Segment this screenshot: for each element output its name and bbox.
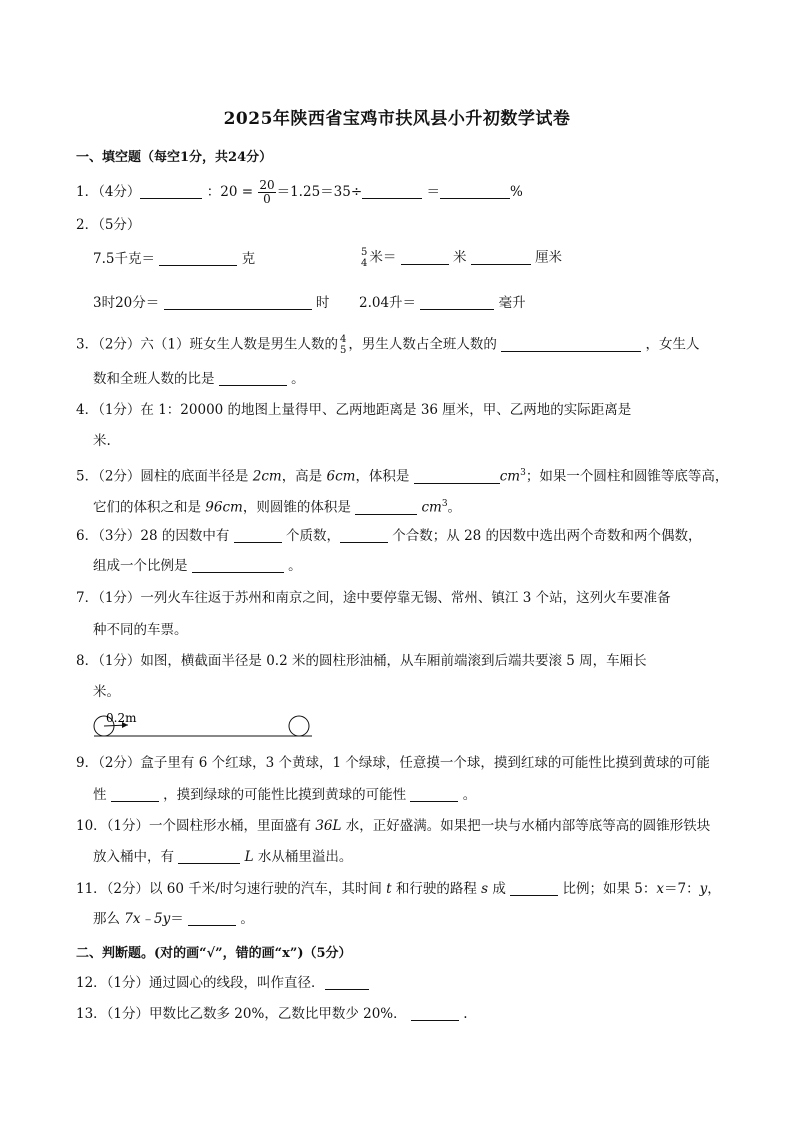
section-true-false-heading: 二、判断题。(对的画“√”，错的画“x”)（5分） [76, 946, 352, 961]
answer-blank[interactable] [340, 528, 388, 543]
question-10-cont: 放入桶中，有 L 水从桶里溢出。 [93, 849, 353, 865]
question-7-cont: 种不同的车票。 [93, 622, 188, 638]
answer-blank[interactable] [355, 500, 417, 515]
question-12: 12．（1分）通过圆心的线段，叫作直径． [76, 974, 369, 992]
question-3-cont: 数和全班人数的比是 。 [93, 371, 305, 387]
question-2a: 7.5千克＝ 克 [93, 251, 256, 267]
answer-blank[interactable] [501, 337, 641, 352]
answer-blank[interactable] [510, 881, 558, 896]
question-7: 7．（1分）一列火车往返于苏州和南京之间，途中要停靠无锡、常州、镇江 3 个站，这列火车要准备 [76, 590, 671, 606]
answer-blank[interactable] [188, 911, 236, 926]
question-2b: 5 4 米＝ 米 厘米 [361, 247, 563, 269]
question-2c: 3时20分＝ 时 [93, 295, 330, 311]
question-11: 11．（2分）以 60 千米/时匀速行驶的汽车，其时间 t 和行驶的路程 s 成 比例；如果 5：x＝7：y， [76, 881, 721, 897]
question-9-cont: 性 ，摸到绿球的可能性比摸到黄球的可能性 。 [93, 787, 477, 803]
answer-blank[interactable] [192, 558, 284, 573]
fraction: 5 4 [361, 247, 368, 269]
answer-blank[interactable] [471, 250, 531, 265]
question-11-cont: 那么 7x﹣5y＝ 。 [93, 911, 254, 927]
answer-blank[interactable] [325, 975, 369, 990]
drum-end-circle [289, 716, 309, 736]
question-6-cont: 组成一个比例是 。 [93, 558, 302, 574]
question-13: 13．（1分）甲数比乙数多 20%，乙数比甲数少 20%． . [76, 1006, 468, 1022]
answer-blank[interactable] [440, 184, 510, 199]
answer-blank[interactable] [178, 849, 240, 864]
answer-blank[interactable] [414, 469, 500, 484]
question-4-cont: 米. [93, 433, 111, 449]
answer-blank[interactable] [362, 184, 422, 199]
question-10: 10．（1分）一个圆柱形水桶，里面盛有 36L 水，正好盛满。如果把一块与水桶内部等底等高的圆锥形铁块 [76, 818, 711, 834]
radius-label: 0.2m [106, 712, 137, 725]
question-8: 8．（1分）如图，横截面半径是 0.2 米的圆柱形油桶，从车厢前端滚到后端共要滚 5 周，车厢长 [76, 653, 647, 669]
answer-blank[interactable] [159, 251, 237, 266]
question-5-cont: 它们的体积之和是 96cm，则圆锥的体积是 $cm^3$。 [93, 499, 462, 516]
oil-drum-figure [92, 712, 314, 738]
answer-blank[interactable] [420, 295, 494, 310]
question-5: 5．（2分）圆柱的底面半径是 2cm，高是 6cm，体积是 $cm^3$；如果一个圆柱和圆锥等底等高， [76, 468, 729, 485]
answer-blank[interactable] [411, 1006, 459, 1021]
answer-blank[interactable] [111, 787, 159, 802]
question-8-cont: 米。 [93, 684, 120, 700]
question-1: 1．（4分） ：20 = $\frac{20}{0}$ ＝1.25＝35÷ ＝ % [76, 178, 523, 206]
section-fill-in-heading: 一、填空题（每空1分，共24分） [76, 150, 273, 165]
answer-blank[interactable] [140, 184, 202, 199]
question-9: 9．（2分）盒子里有 6 个红球，3 个黄球，1 个绿球，任意摸一个球，摸到红球的可能性比摸到黄球的可能 [76, 755, 710, 771]
answer-blank[interactable] [401, 250, 449, 265]
fraction: $\frac{20}{0}$ [259, 178, 275, 206]
answer-blank[interactable] [410, 787, 458, 802]
answer-blank[interactable] [164, 295, 312, 310]
page-title: 2025年陕西省宝鸡市扶风县小升初数学试卷 [223, 109, 571, 129]
question-2-head: 2．（5分） [76, 217, 141, 233]
oil-drum-diagram [92, 712, 314, 738]
question-3: 3．（2分）六（1）班女生人数是男生人数的 4 5 ，男生人数占全班人数的 ，女生人 [76, 334, 700, 356]
question-2d: 2.04升＝ 毫升 [359, 295, 526, 311]
answer-blank[interactable] [234, 528, 282, 543]
question-6: 6．（3分）28 的因数中有 个质数， 个合数；从 28 的因数中选出两个奇数和两个偶数， [76, 528, 702, 544]
question-4: 4．（1分）在 1：20000 的地图上量得甲、乙两地距离是 36 厘米，甲、乙两地的实际距离是 [76, 402, 632, 418]
fraction: 4 5 [340, 334, 347, 356]
answer-blank[interactable] [219, 371, 287, 386]
